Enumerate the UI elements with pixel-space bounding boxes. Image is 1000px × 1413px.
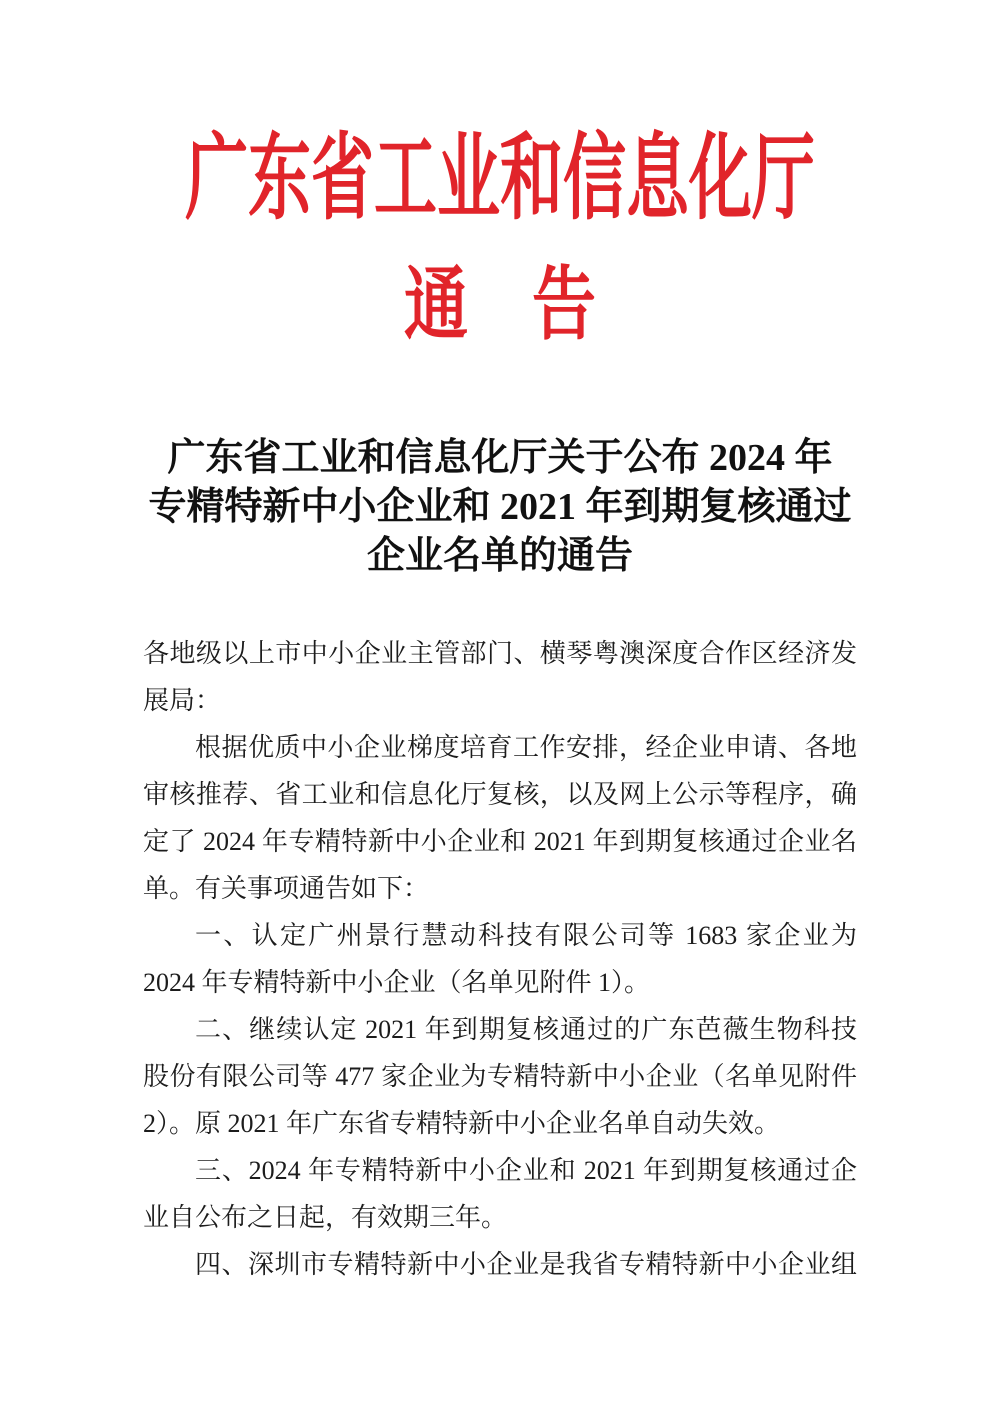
- notice-title-line-2: 专精特新中小企业和 2021 年到期复核通过: [148, 486, 852, 528]
- body-line-intro-4: 单。有关事项通告如下：: [143, 874, 430, 903]
- notice-title-line-3: 企业名单的通告: [366, 535, 633, 577]
- notice-body: [143, 630, 857, 1288]
- body-line-salutation-2: 展局：: [143, 686, 222, 715]
- body-line-item2-1: 二、继续认定 2021 年到期复核通过的广东芭薇生物科技: [195, 1015, 857, 1044]
- agency-masthead: 广东省工业和信息化厅: [185, 127, 815, 231]
- body-line-salutation-1: 各地级以上市中小企业主管部门、横琴粤澳深度合作区经济发: [143, 639, 857, 668]
- body-line-item1-2: 2024 年专精特新中小企业（名单见附件 1）。: [143, 968, 651, 997]
- doc-type-heading: 通 告: [404, 262, 596, 350]
- body-line-item1-1: 一、认定广州景行慧动科技有限公司等 1683 家企业为: [195, 921, 857, 950]
- body-line-intro-2: 审核推荐、省工业和信息化厅复核，以及网上公示等程序，确: [143, 780, 857, 809]
- notice-title: [0, 434, 1000, 581]
- body-line-item3-1: 三、2024 年专精特新中小企业和 2021 年到期复核通过企: [195, 1156, 857, 1185]
- body-line-item3-2: 业自公布之日起，有效期三年。: [143, 1203, 508, 1232]
- notice-title-line-1: 广东省工业和信息化厅关于公布 2024 年: [167, 437, 833, 479]
- body-line-item4-1: 四、深圳市专精特新中小企业是我省专精特新中小企业组: [195, 1250, 857, 1279]
- body-line-item2-2: 股份有限公司等 477 家企业为专精特新中小企业（名单见附件: [143, 1062, 857, 1091]
- body-line-intro-1: 根据优质中小企业梯度培育工作安排，经企业申请、各地: [195, 733, 857, 762]
- body-line-item2-3: 2）。原 2021 年广东省专精特新中小企业名单自动失效。: [143, 1109, 781, 1138]
- body-line-intro-3: 定了 2024 年专精特新中小企业和 2021 年到期复核通过企业名: [143, 827, 857, 856]
